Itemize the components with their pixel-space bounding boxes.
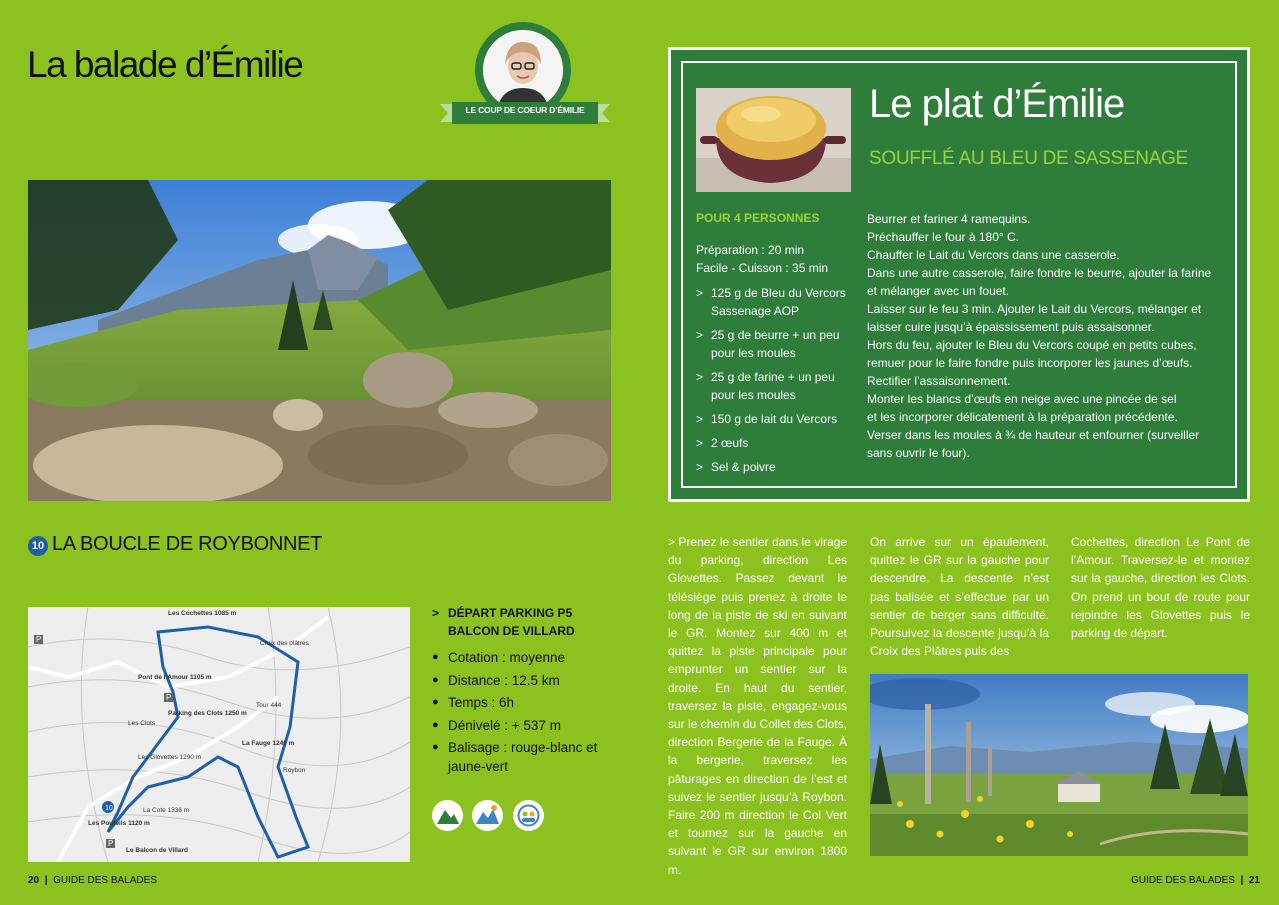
info-heading: BALCON DE VILLARD — [448, 624, 575, 638]
step-line: et mélanger avec un fouet. — [867, 284, 1010, 298]
step-line: Hors du feu, ajouter le Bleu du Vercors coupé en petits cubes, — [867, 338, 1197, 352]
servings: POUR 4 PERSONNES — [696, 211, 820, 225]
info-item: ● Cotation : moyenne — [432, 648, 602, 667]
directions-column-1: > Prenez le sentier dans le virage du parking, direction Les Glovettes. Passez devant le télésiège puis prenez à droite le long de la piste de ski en suivant le GR. Montez sur 400 m et quittez la piste principale pour emprunter un sentier sur la droite. En haut du sentier, traversez la piste, engagez-vous sur le chemin du Collet des Clots, direction Bergerie de la Fauge. À la bergerie, traversez les pâturages en direction de l’est et suivez le sentier jusqu’à Roybon. Faire 200 m direction le Col Vert et tournez sur la gauche en suivant le GR sur environ 1800 m. — [668, 535, 847, 877]
step-line: remuer pour le faire fondre puis incorporer les jaunes d’œufs. — [867, 356, 1193, 370]
info-item: ● Dénivelé : + 537 m — [432, 716, 602, 735]
section-number-badge: 10 — [28, 536, 48, 556]
step-line: Dans une autre casserole, faire fondre le beurre, ajouter la farine — [867, 266, 1212, 280]
ingredient-item: > Sel & poivre — [696, 458, 856, 476]
footer-right: GUIDE DES BALADES | 21 — [1131, 875, 1260, 886]
souffle-photo — [696, 88, 851, 192]
svg-text:P: P — [36, 635, 42, 644]
ingredient-item: > 150 g de lait du Vercors — [696, 410, 856, 428]
trail-map — [28, 607, 410, 862]
step-line: laisser cuire jusqu’à épaississement puis assaisonner. — [867, 320, 1155, 334]
difficulty-cook-time: Facile - Cuisson : 35 min — [696, 261, 829, 275]
map-label: Les Cochettes 1085 m — [168, 610, 237, 617]
avatar — [483, 30, 563, 110]
ingredient-item: > 125 g de Bleu du Vercors Sassenage AOP — [696, 284, 856, 320]
map-label: Pont de l’Amour 1105 m — [138, 674, 212, 681]
directions-column-3: Cochettes, direction Le Pont de l’Amour. Traversez-le et montez sur la gauche, direction les Clots. On prend un bout de route pour rejoindre les Glovettes puis le parking de départ. — [1071, 535, 1250, 641]
recipe-title: Le plat d’Émilie — [869, 82, 1125, 126]
step-line: et les incorporer délicatement à la préparation précédente. — [867, 410, 1178, 424]
badge-label: LE COUP DE COEUR D’ÉMILIE — [465, 105, 585, 115]
step-line: Verser dans les moules à ¾ de hauteur et enfourner (surveiller — [867, 428, 1200, 442]
directions-column-2: On arrive sur un épaulement, quittez le GR sur la gauche pour descendre. La descente n’est pas balisée et s’effectue par un sentier de berger sans difficulté. Poursuivez la descente jusqu’à la Croix des Plâtres puis des — [870, 535, 1049, 659]
peaks-icon — [472, 800, 503, 831]
ingredients-list — [696, 284, 856, 482]
map-label: La Fauge 1240 m — [242, 740, 295, 747]
activity-icons — [432, 800, 549, 836]
info-item: ● Temps : 6h — [432, 693, 602, 712]
map-label: Les Clots — [128, 720, 156, 727]
ingredient-item: > 25 g de farine + un peu pour les moules — [696, 368, 856, 404]
recipe-subtitle: SOUFFLÉ AU BLEU DE SASSENAGE — [869, 148, 1188, 169]
map-label: Les Glovettes 1290 m — [138, 754, 202, 761]
meadow-photo — [870, 674, 1248, 856]
svg-text:P: P — [108, 839, 114, 848]
landscape-photo — [28, 180, 611, 501]
map-label: Tour 444 — [256, 702, 282, 709]
info-item: ● Distance : 12.5 km — [432, 671, 602, 690]
step-line: Beurrer et fariner 4 ramequins. — [867, 212, 1031, 226]
info-heading: > DÉPART PARKING P5 — [432, 606, 573, 620]
map-label: Croix des plâtres — [260, 640, 309, 647]
page-title: La balade d’Émilie — [27, 44, 303, 85]
step-line: sans ouvrir le four). — [867, 446, 970, 460]
svg-text:10: 10 — [105, 805, 113, 812]
prep-time: Préparation : 20 min — [696, 243, 805, 257]
info-item: ● Balisage : rouge-blanc et jaune-vert — [432, 738, 608, 776]
coup-de-coeur-badge — [440, 22, 610, 130]
svg-text:P: P — [166, 693, 172, 702]
map-label: Parking des Clots 1250 m — [168, 710, 247, 717]
step-line: Préchauffer le four à 180° C. — [867, 230, 1019, 244]
section-title: LA BOUCLE DE ROYBONNET — [52, 533, 323, 555]
step-line: Chauffer le Lait du Vercors dans une casserole. — [867, 248, 1120, 262]
map-label: Le Balcon de Villard — [126, 847, 189, 854]
step-line: Monter les blancs d’œufs en neige avec une pincée de sel — [867, 392, 1177, 406]
recipe-steps — [867, 210, 1227, 462]
ingredient-item: > 25 g de beurre + un peu pour les moules — [696, 326, 856, 362]
map-label: Roybon — [283, 767, 306, 774]
map-label: Les Pouteils 1120 m — [88, 820, 150, 827]
trail-info — [432, 604, 602, 780]
footer-left: 20 | GUIDE DES BALADES — [28, 875, 157, 886]
mountain-icon — [432, 800, 463, 831]
ingredient-item: > 2 œufs — [696, 434, 856, 452]
step-line: Laisser sur le feu 3 min. Ajouter le Lait du Vercors, mélanger et — [867, 302, 1202, 316]
step-line: Rectifier l’assaisonnement. — [867, 374, 1011, 388]
family-icon — [513, 800, 544, 831]
map-label: La Cote 1336 m — [143, 807, 190, 814]
